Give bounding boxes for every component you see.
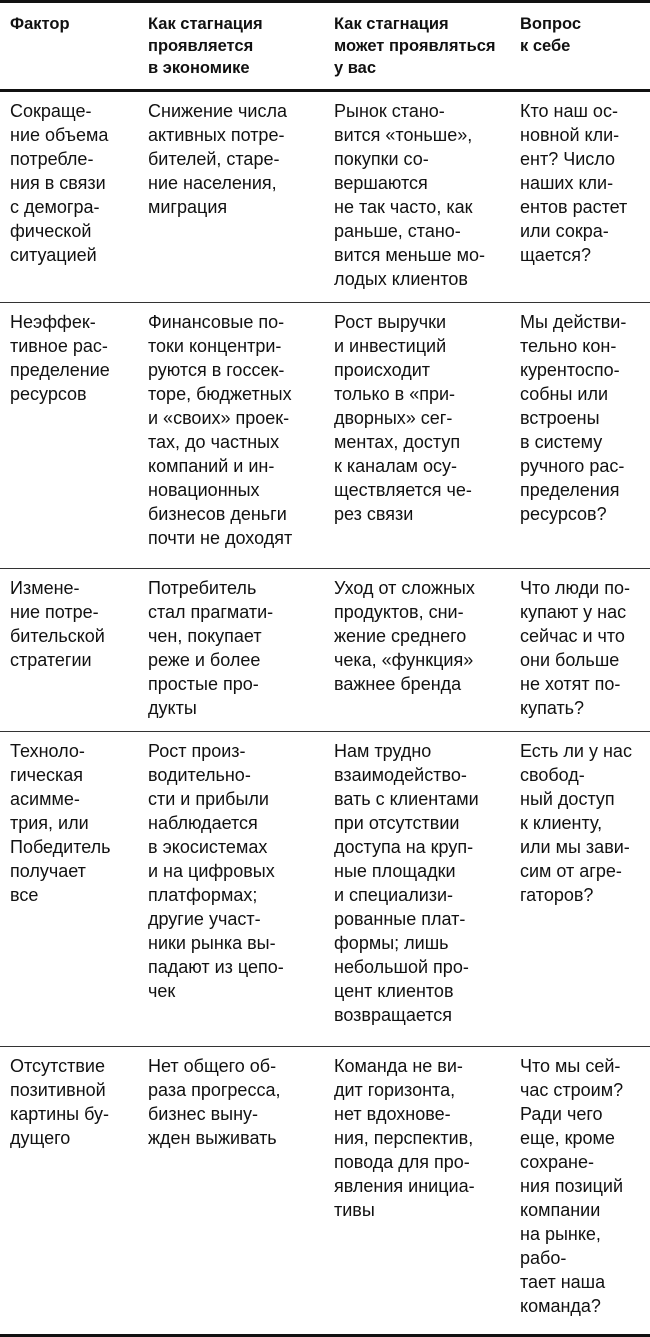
cell-question: Что люди по- купают у нас сейчас и что они больше не хотят по- купать?: [510, 569, 650, 732]
header-factor: Фактор: [0, 2, 138, 91]
cell-factor: Техноло- гическая асимме- трия, или Победитель получает все: [0, 732, 138, 1047]
cell-economy: Потребитель стал прагмати- чен, покупает реже и более простые про- дукты: [138, 569, 324, 732]
cell-economy: Нет общего об- раза прогресса, бизнес выну- жден выживать: [138, 1047, 324, 1336]
cell-factor: Измене- ние потре- бительской стратегии: [0, 569, 138, 732]
header-you: Как стагнация может проявляться у вас: [324, 2, 510, 91]
cell-question: Мы действи- тельно кон- курентоспо- собны или встроены в систему ручного рас- пределения ресурсов?: [510, 303, 650, 569]
cell-factor: Сокраще- ние объема потребле- ния в связи с демогра- фической ситуацией: [0, 91, 138, 303]
cell-economy: Финансовые по- токи концентри- руются в госсек- торе, бюджетных и «своих» проек- тах, до частных компаний и ин- новационных бизнесов деньги почти не доходят: [138, 303, 324, 569]
table-row: [0, 91, 650, 303]
table-row: [0, 303, 650, 569]
cell-factor: Отсутствие позитивной картины бу- дущего: [0, 1047, 138, 1336]
cell-economy: Снижение числа активных потре- бителей, старе- ние населения, миграция: [138, 91, 324, 303]
table-header: [0, 2, 650, 91]
cell-you: Нам трудно взаимодейство- вать с клиентами при отсутствии доступа на круп- ные площадки и специализи- рованные плат- формы; лишь небольшой про- цент клиентов возвращается: [324, 732, 510, 1047]
header-economy: Как стагнация проявляется в экономике: [138, 2, 324, 91]
cell-economy: Рост произ- водительно- сти и прибыли наблюдается в экосистемах и на цифровых платформах; другие участ- ники рынка вы- падают из цепо- чек: [138, 732, 324, 1047]
cell-you: Команда не ви- дит горизонта, нет вдохнове- ния, перспектив, повода для про- явления инициа- тивы: [324, 1047, 510, 1336]
header-row: [0, 2, 650, 91]
table-row: [0, 569, 650, 732]
table-body: [0, 91, 650, 1336]
cell-factor: Неэффек- тивное рас- пределение ресурсов: [0, 303, 138, 569]
cell-you: Рынок стано- вится «тоньше», покупки со- вершаются не так часто, как раньше, стано- вится меньше мо- лодых клиентов: [324, 91, 510, 303]
cell-question: Что мы сей- час строим? Ради чего еще, кроме сохране- ния позиций компании на рынке, рабо- тает наша команда?: [510, 1047, 650, 1336]
table-row: [0, 732, 650, 1047]
header-question: Вопрос к себе: [510, 2, 650, 91]
table-row: [0, 1047, 650, 1336]
cell-question: Есть ли у нас свобод- ный доступ к клиенту, или мы зави- сим от агре- гаторов?: [510, 732, 650, 1047]
cell-question: Кто наш ос- новной кли- ент? Число наших кли- ентов растет или сокра- щается?: [510, 91, 650, 303]
cell-you: Рост выручки и инвестиций происходит только в «при- дворных» сег- ментах, доступ к каналам осу- ществляется че- рез связи: [324, 303, 510, 569]
cell-you: Уход от сложных продуктов, сни- жение среднего чека, «функция» важнее бренда: [324, 569, 510, 732]
